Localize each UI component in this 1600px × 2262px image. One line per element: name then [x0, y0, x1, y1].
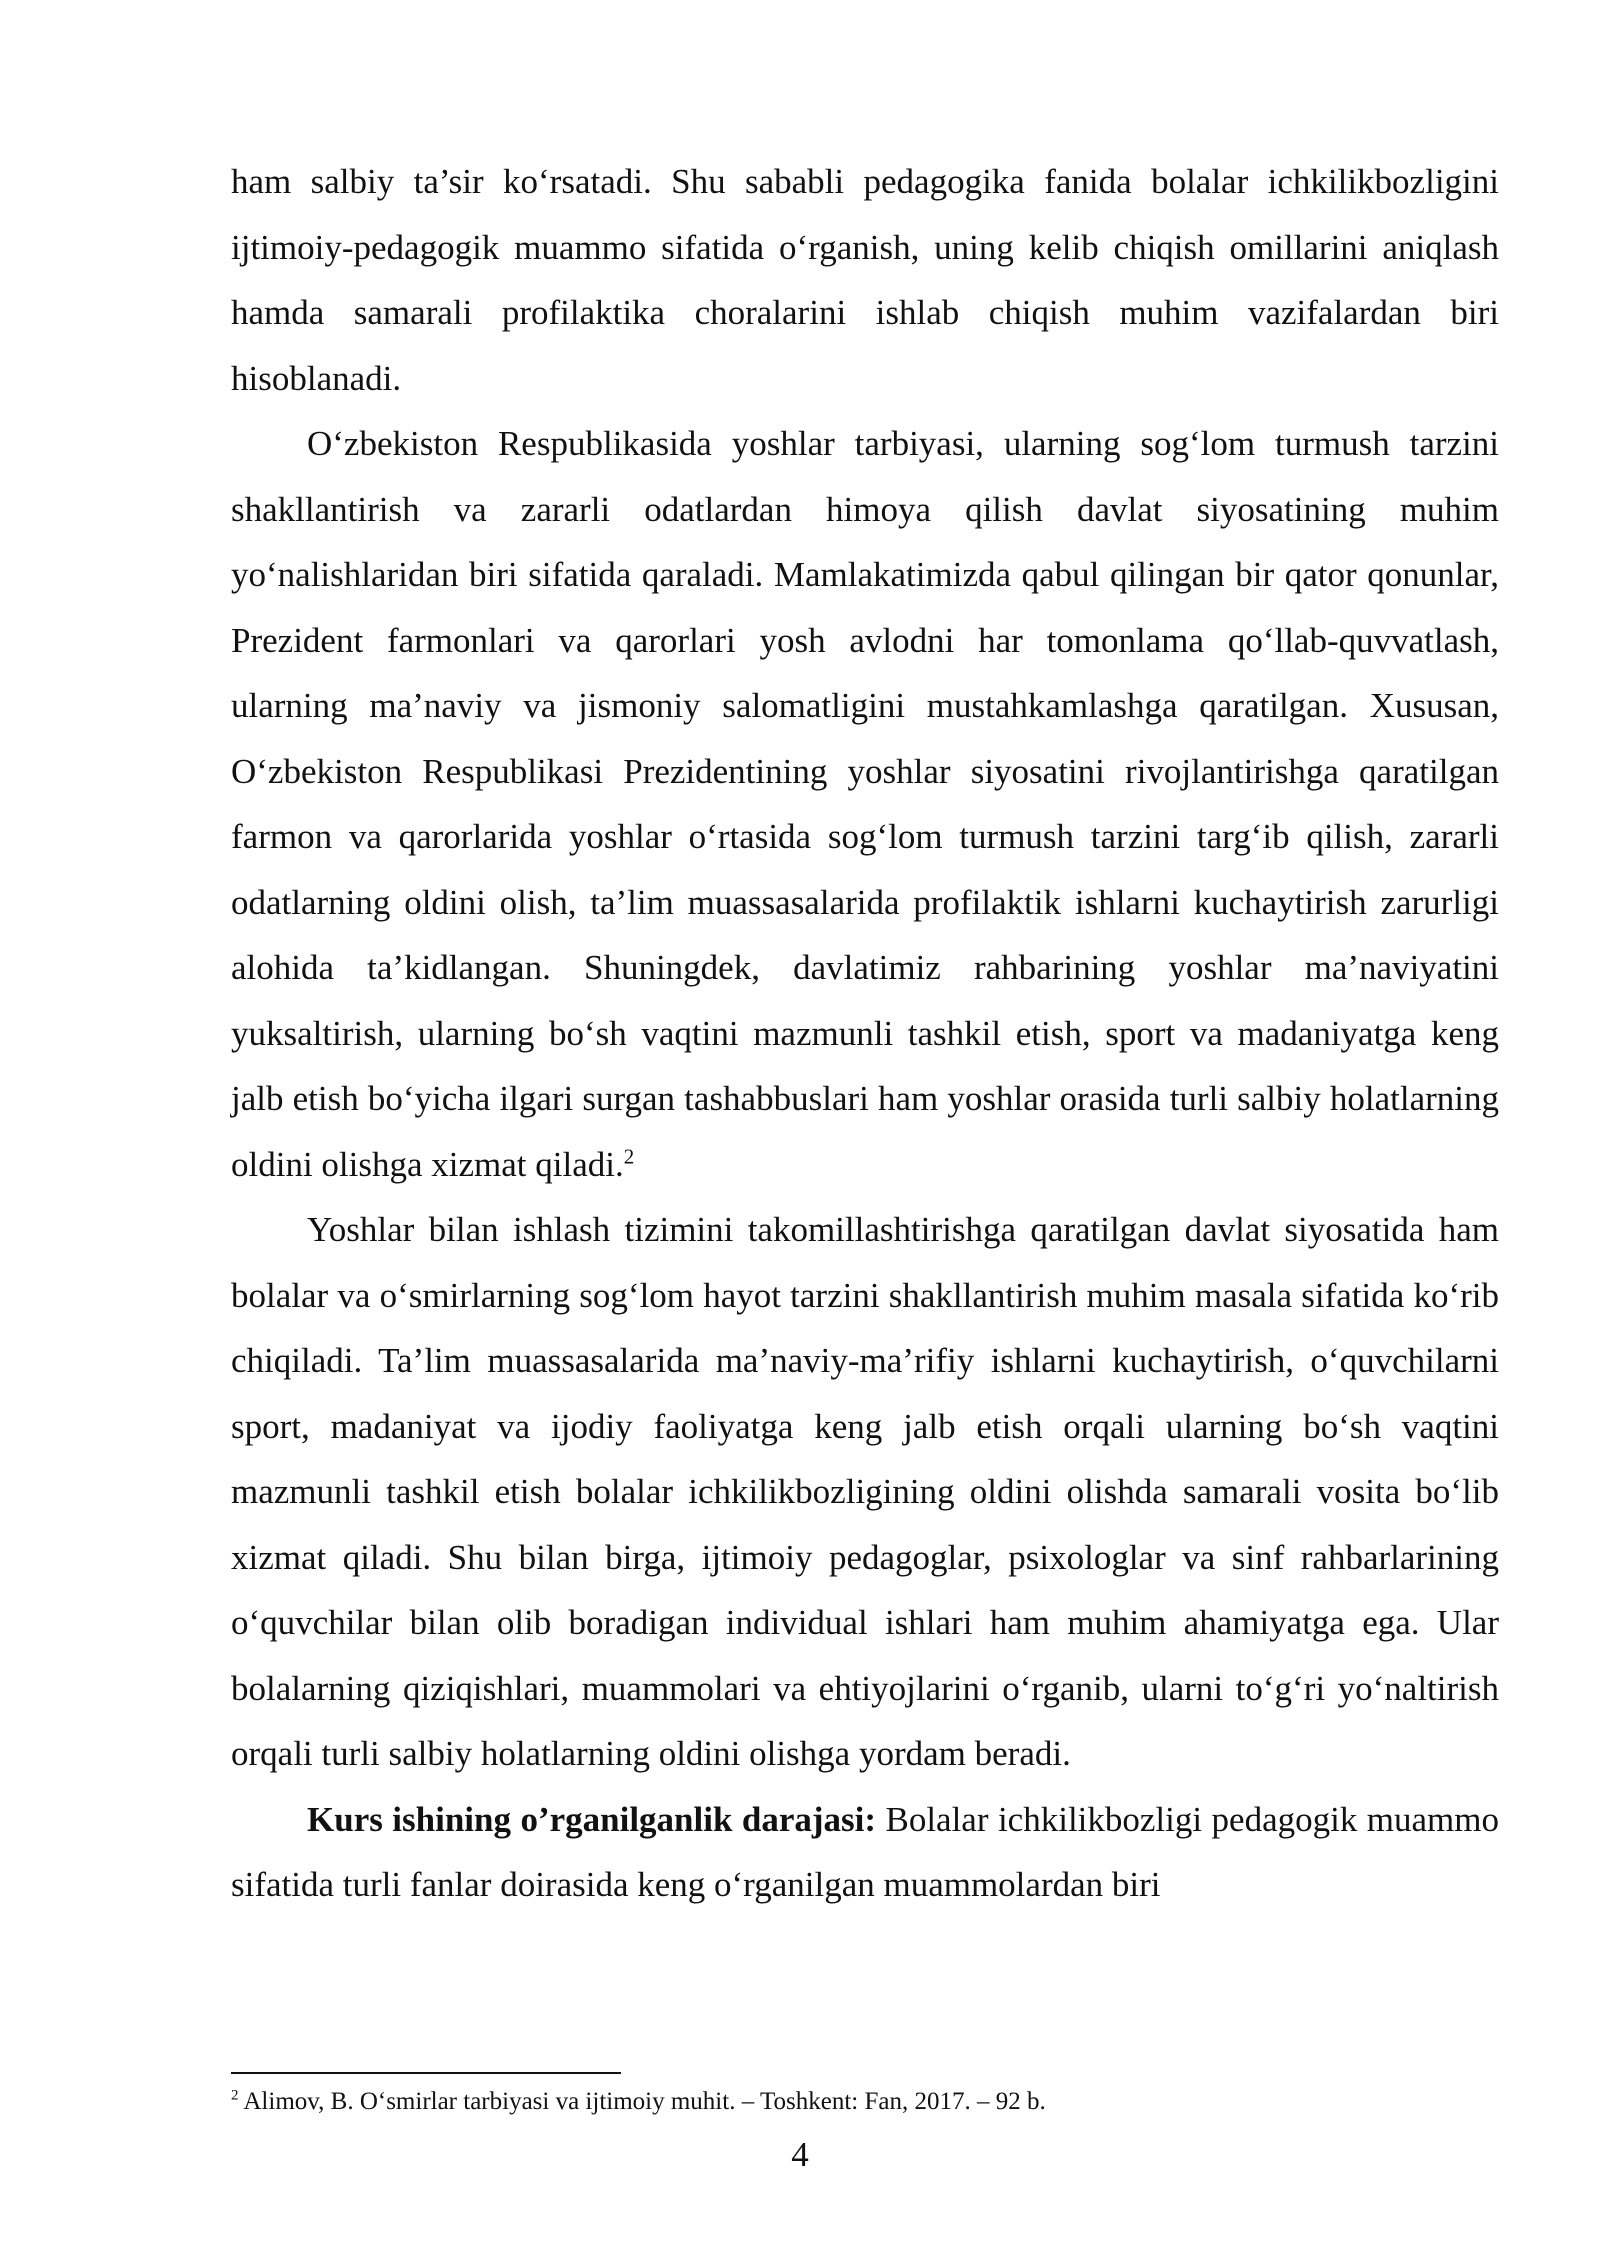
footnote-separator	[231, 2072, 621, 2074]
paragraph-intro-continuation	[231, 149, 1499, 411]
footnote-number: 2	[231, 2087, 239, 2104]
section-lead-in: Kurs ishining o’rganilganlik darajasi:	[307, 1799, 877, 1839]
footnote-text: Alimov, B. O‘smirlar tarbiyasi va ijtimoiy muhit. – Toshkent: Fan, 2017. – 92 b.	[238, 2088, 1046, 2115]
paragraph-research-degree	[231, 1787, 1499, 1918]
paragraph-youth-work	[231, 1197, 1499, 1787]
paragraph-state-policy	[231, 411, 1499, 1197]
paragraph-text: ham salbiy ta’sir ko‘rsatadi. Shu sababli pedagogika fanida bolalar ichkilikbozligini ijtimoiy-pedagogik muammo sifatida o‘rganish, uning kelib chiqish omillarini aniqlash hamda samarali profilaktika choralarini ishlab chiqish muhim vazifalardan biri hisoblanadi.	[231, 162, 1499, 398]
footnote	[231, 2086, 1499, 2118]
paragraph-text: Yoshlar bilan ishlash tizimini takomillashtirishga qaratilgan davlat siyosatida ham bolalar va o‘smirlarning sog‘lom hayot tarzini shakllantirish muhim masala sifatida ko‘rib chiqiladi. Ta’lim muassasalarida ma’naviy-ma’rifiy ishlarni kuchaytirish, o‘quvchilarni sport, madaniyat va ijodiy faoliyatga keng jalb etish orqali ularning bo‘sh vaqtini mazmunli tashkil etish bolalar ichkilikbozligining oldini olishda samarali vosita bo‘lib xizmat qiladi. Shu bilan birga, ijtimoiy pedagoglar, psixologlar va sinf rahbarlarining o‘quvchilar bilan olib boradigan individual ishlari ham muhim ahamiyatga ega. Ular bolalarning qiziqishlari, muammolari va ehtiyojlarini o‘rganib, ularni to‘g‘ri yo‘naltirish orqali turli salbiy holatlarning oldini olishga yordam beradi.	[231, 1210, 1499, 1773]
paragraph-text: O‘zbekiston Respublikasida yoshlar tarbiyasi, ularning sog‘lom turmush tarzini shakllantirish va zararli odatlardan himoya qilish davlat siyosatining muhim yo‘nalishlaridan biri sifatida qaraladi. Mamlakatimizda qabul qilingan bir qator qonunlar, Prezident farmonlari va qarorlari yosh avlodni har tomonlama qo‘llab-quvvatlash, ularning ma’naviy va jismoniy salomatligini mustahkamlashga qaratilgan. Xususan, O‘zbekiston Respublikasi Prezidentining yoshlar siyosatini rivojlantirishga qaratilgan farmon va qarorlarida yoshlar o‘rtasida sog‘lom turmush tarzini targ‘ib qilish, zararli odatlarning oldini olish, ta’lim muassasalarida profilaktik ishlarni kuchaytirish zarurligi alohida ta’kidlangan. Shuningdek, davlatimiz rahbarining yoshlar ma’naviyatini yuksaltirish, ularning bo‘sh vaqtini mazmunli tashkil etish, sport va madaniyatga keng jalb etish bo‘yicha ilgari surgan tashabbuslari ham yoshlar orasida turli salbiy holatlarning oldini olishga xizmat qiladi.	[231, 424, 1499, 1184]
body-text	[231, 149, 1499, 1918]
footnote-reference[interactable]: 2	[623, 1143, 635, 1168]
page-number: 4	[791, 2135, 809, 2174]
paragraph-text: Bolalar ichkilikbozligi pedagogik muammo sifatida turli fanlar doirasida keng o‘rganilgan muammolardan biri	[231, 1799, 1499, 1904]
